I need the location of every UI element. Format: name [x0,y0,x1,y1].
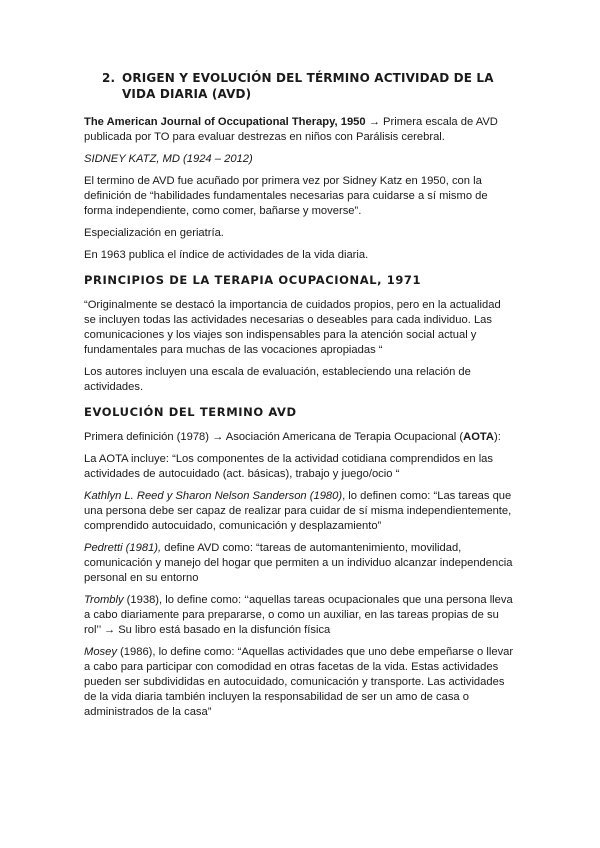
trombly-text: (1938), lo define como: ‘‘aquellas tareas ocupacionales que una persona lleva a cabo diariamente para prepararse, o como un auxiliar, en las tareas propias de su rol’’ → Su libro está basado en la disfunción física [84,594,513,636]
section-number: 2. [102,71,116,85]
principios-heading: PRINCIPIOS DE LA TERAPIA OCUPACIONAL, 1971 [84,273,422,287]
author-pedretti: Pedretti (1981), [84,542,162,554]
reed-sanderson-text: , lo definen como: “Las tareas que una persona debe ser capaz de realizar para cuidar de sí misma independientemente, comprendido autocuidado, comunicación y desplazamiento” [84,490,512,532]
document-body [84,70,514,727]
paragraph-trombly [84,593,514,638]
paragraph-pedretti [84,541,514,586]
paragraph-katz-definition: El termino de AVD fue acuñado por primera vez por Sidney Katz en 1950, con la definición de “habilidades fundamentales necesarias para cuidarse a sí mismo de forma independiente, como comer, bañarse y moverse”. [84,175,488,217]
paragraph-primera-definicion [84,430,514,445]
paragraph-reed-sanderson [84,489,514,534]
paragraph-1963: En 1963 publica el índice de actividades de la vida diaria. [84,249,369,261]
paragraph-journal [84,115,514,145]
author-mosey: Mosey [84,646,117,658]
paragraph-katz-name: SIDNEY KATZ, MD (1924 – 2012) [84,153,253,165]
author-reed-sanderson: Kathlyn L. Reed y Sharon Nelson Sanderson (1980) [84,490,343,502]
aota-acronym: AOTA [463,431,494,443]
paragraph-aota: La AOTA incluye: “Los componentes de la actividad cotidiana comprendidos en las actividades de autocuidado (act. básicas), trabajo y juego/ocio “ [84,453,493,480]
section-title: ORIGEN Y EVOLUCIÓN DEL TÉRMINO ACTIVIDAD DE LA VIDA DIARIA (AVD) [122,71,494,101]
evolucion-heading: EVOLUCIÓN DEL TERMINO AVD [84,405,297,419]
arrow: → [365,116,384,128]
primera-definicion-pre: Primera definición (1978) → Asociación Americana de Terapia Ocupacional ( [84,431,464,443]
pedretti-text: define AVD como: “tareas de automantenimiento, movilidad, comunicación y manejo del hogar que permiten a un individuo alcanzar independencia personal en su entorno [84,542,513,584]
paragraph-autores: Los autores incluyen una escala de evaluación, estableciendo una relación de actividades. [84,366,471,393]
journal-description: Primera escala de AVD publicada por TO para evaluar destrezas en niños con Parálisis cerebral. [84,116,498,143]
journal-name: The American Journal of Occupational Therapy, 1950 [84,116,366,128]
section-2-heading [84,70,514,102]
paragraph-geriatria: Especialización en geriatría. [84,227,224,239]
paragraph-principios-quote: “Originalmente se destacó la importancia de cuidados propios, pero en la actualidad se incluyen todas las actividades necesarias o deseables para cada individuo. Las comunicaciones y los viajes son indispensables para la atención social actual y fundamentales para muchas de las vocaciones apropiadas “ [84,299,501,356]
mosey-text: (1986), lo define como: “Aquellas actividades que uno debe empeñarse o llevar a cabo para participar con comodidad en otras facetas de la vida. Estas actividades pueden ser subdivididas en autocuidado, comunicación y transporte. Las actividades de la vida diaria también incluyen la responsabilidad de ser un amo de casa o administrados de la casa” [84,646,514,718]
author-trombly: Trombly [84,594,124,606]
primera-definicion-post: ): [494,431,501,443]
paragraph-mosey [84,645,514,720]
